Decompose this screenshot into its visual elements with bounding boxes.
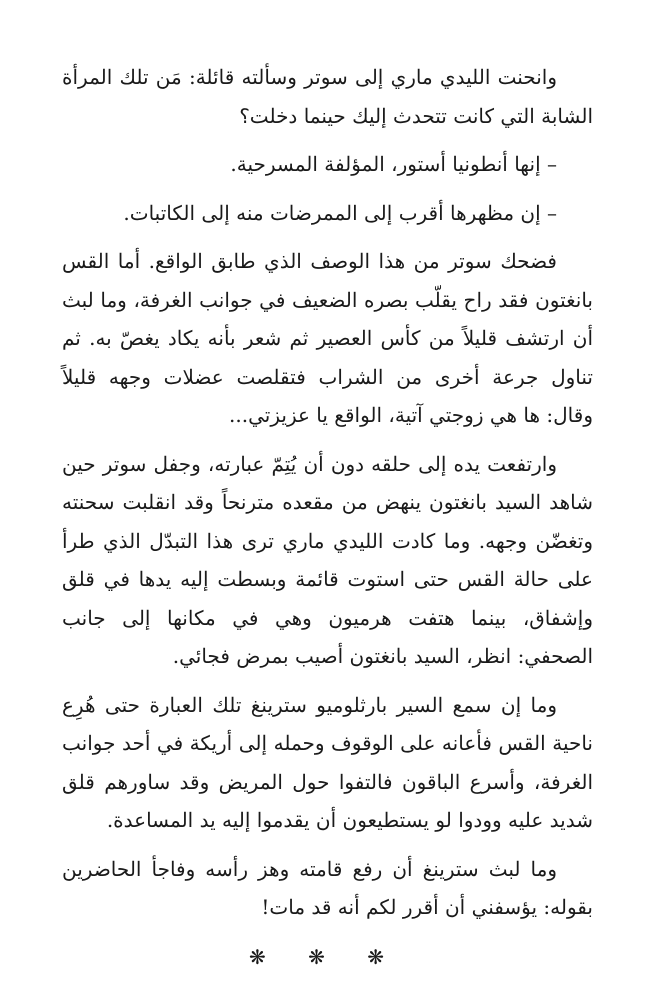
paragraph-3: وارتفعت يده إلى حلقه دون أن يُتِمّ عبارته، وجفل سوتر حين شاهد السيد بانغتون ينهض من مقعده مترنحاً وقد انقلبت سحنته وتغضّن وجهه. وما كادت الليدي ماري ترى هذا التبدّل الذي طرأ على حالة القس حتى استوت قائمة وبسطت إليه يدها في قلق وإشفاق، بينما هتفت هرميون وهي في مكانها إلى جانب الصحفي: انظر، السيد بانغتون أصيب بمرض فجائي. xyxy=(62,451,593,668)
dialogue-line-1: – إنها أنطونيا أستور، المؤلفة المسرحية. xyxy=(230,152,557,176)
paragraph-5: وما لبث سترينغ أن رفع قامته وهز رأسه وفاجأ الحاضرين بقوله: يؤسفني أن أقرر لكم أنه قد مات! xyxy=(62,856,593,919)
paragraph-4: وما إن سمع السير بارثلوميو سترينغ تلك العبارة حتى هُرِع ناحية القس فأعانه على الوقوف وحمله إلى أريكة في أحد جوانب الغرفة، وأسرع الباقون فالتفوا حول المريض وقد ساورهم قلق شديد عليه وودوا لو يستطيعون أن يقدموا إليه يد المساعدة. xyxy=(62,692,593,832)
paragraph-1: وانحنت الليدي ماري إلى سوتر وسألته قائلة: مَن تلك المرأة الشابة التي كانت تتحدث إليك حينما دخلت؟ xyxy=(62,65,593,128)
page-text xyxy=(62,58,593,937)
paragraph-2: فضحك سوتر من هذا الوصف الذي طابق الواقع. أما القس بانغتون فقد راح يقلّب بصره الضعيف في جوانب الغرفة، وما لبث أن ارتشف قليلاً من كأس العصير ثم شعر بأنه يكاد يغصّ به. ثم تناول جرعة أخرى من الشراب فتقلصت عضلات وجهه قليلاً وقال: ها هي زوجتي آتية، الواقع يا عزيزتي... xyxy=(62,249,593,427)
section-separator: ❋ ❋ ❋ xyxy=(249,945,402,969)
dialogue-line-2: – إن مظهرها أقرب إلى الممرضات منه إلى الكاتبات. xyxy=(123,200,557,225)
